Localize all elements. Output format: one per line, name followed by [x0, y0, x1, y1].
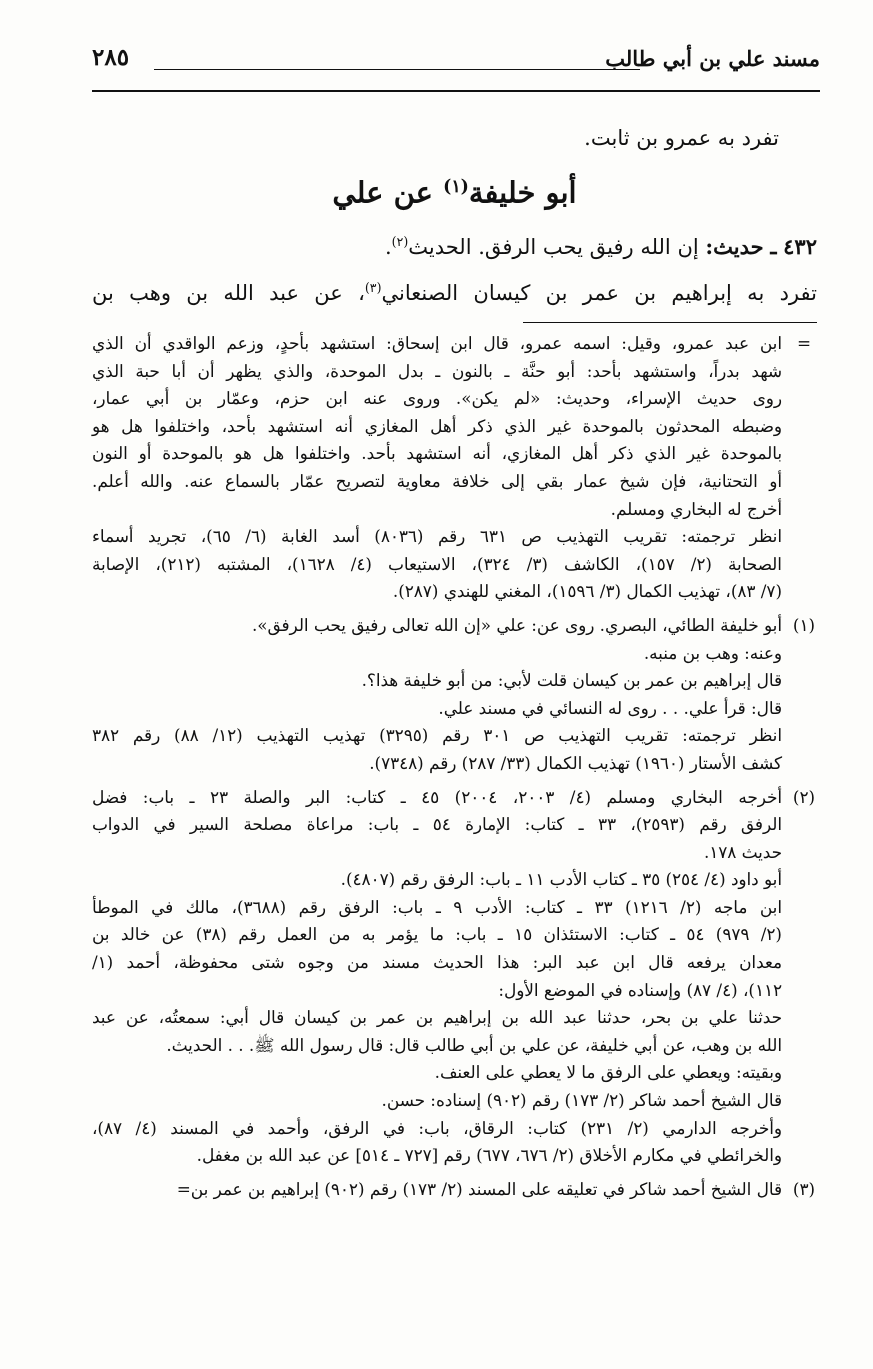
footnote-marker: (٢): [792, 786, 816, 807]
footnote-line: أخرجه البخاري ومسلم (٤/ ٢٠٠٣، ٢٠٠٤) ٤٥ ـ كتاب: البر والصلة ٢٣ ـ باب: فضل: [92, 786, 782, 807]
footnote-line: ١١٢)، (٤/ ٨٧) وإسناده في الموضع الأول:: [498, 979, 782, 1000]
main-line-2: [92, 267, 817, 314]
header-divider: [92, 90, 820, 92]
footnote-marker: =: [796, 333, 812, 353]
main-line-2-footnote-ref: (٣): [364, 279, 382, 295]
footnote-line: (٢/ ٩٧٩) ٥٤ ـ كتاب: الاستئذان ١٥ ـ باب: ما يؤمر به من العمل رقم (٣٨) عن خالد بن: [92, 924, 782, 945]
hadith-label: حديث:: [705, 233, 764, 259]
footnote-line: حدثنا علي بن بحر، حدثنا عبد الله بن إبراهيم بن عمر بن كيسان قال أبي: سمعتُه، عن عبد: [92, 1007, 782, 1028]
footnote-line: كشف الأستار (١٩٦٠) تهذيب الكمال (٣٣/ ٢٨٧) رقم (٧٣٤٨).: [369, 752, 782, 773]
footnote-line: معدان يرفعه قال ابن عبد البر: هذا الحديث مسند من وجوه شتى محفوظة، أحمد (١/: [92, 952, 782, 973]
footnote-entry: [92, 612, 820, 778]
footnote-marker: (١): [792, 614, 816, 635]
footnote-entry: [92, 1176, 820, 1204]
hadith-dash: ـ: [770, 233, 777, 259]
footnote-line: قال إبراهيم بن عمر بن كيسان قلت لأبي: من أبو خليفة هذا؟.: [361, 670, 782, 691]
footnote-line: أبو خليفة الطائي، البصري. روى عن: علي «إن الله تعالى رفيق يحب الرفق».: [251, 614, 782, 635]
running-title: مسند علي بن أبي طالب: [605, 46, 820, 71]
footnote-line: شهد بدراً، واستشهد بأحد: أبو حنَّة ـ بالنون ـ بدل الموحدة، والذي يظهر أن أبا حبة الذي: [92, 360, 782, 381]
footnote-line: ابن ماجه (٢/ ١٢١٦) ٣٣ ـ كتاب: الأدب ٩ ـ باب: الرفق رقم (٣٦٨٨)، مالك في الموطأ: [92, 896, 783, 917]
footnote-line: (٧/ ٨٣)، تهذيب الكمال (٣/ ١٥٩٦)، المغني للهندي (٢٨٧).: [392, 581, 782, 602]
footnote-line: الصحابة (٢/ ١٥٧)، الكاشف (٣/ ٣٢٤)، الاستيعاب (٤/ ١٦٢٨)، المشتبه (٢١٢)، الإصابة: [92, 553, 782, 574]
footnote-line: والخرائطي في مكارم الأخلاق (٢/ ٦٧٦، ٦٧٧) رقم [٧٢٧ ـ ٥١٤] عن عبد الله بن مغفل.: [196, 1145, 782, 1166]
chapter-title: [92, 158, 817, 222]
footnote-line: قال الشيخ أحمد شاكر في تعليقه على المسند (٢/ ١٧٣) رقم (٩٠٢) إبراهيم بن عمر بن=: [176, 1178, 782, 1199]
footnote-line: وعنه: وهب بن منبه.: [643, 642, 782, 663]
footnote-line: وأخرجه الدارمي (٢/ ٢٣١) كتاب: الرقاق، باب: في الرفق، وأحمد في المسند (٤/ ٨٧)،: [92, 1117, 782, 1138]
hadith-footnote-ref: (٢): [391, 233, 409, 249]
footnote-line: قال: قرأ علي. . . روى له النسائي في مسند علي.: [438, 697, 782, 718]
footnote-line: انظر ترجمته: تقريب التهذيب ص ٣٠١ رقم (٣٢٩٥) تهذيب التهذيب (١٢/ ٨٨) رقم ٣٨٢: [92, 725, 782, 746]
chapter-title-name: أبو خليفة: [468, 175, 577, 210]
footnote-line: بالموحدة غير الذي ذكر أهل المغازي، أنه استشهد بأحد. واختلفوا هل هو بالموحدة أو النون: [92, 443, 782, 464]
footnote-line: قال الشيخ أحمد شاكر (٢/ ١٧٣) رقم (٩٠٢) إسناده: حسن.: [381, 1090, 782, 1111]
footnote-line: انظر ترجمته: تقريب التهذيب ص ٦٣١ رقم (٨٠٣٦) أسد الغابة (٦/ ٦٥)، تجريد أسماء: [92, 526, 783, 547]
footnote-entry: [92, 784, 820, 1170]
main-line-2-end: ، عن عبد الله بن وهب بن: [92, 280, 365, 305]
footnote-line: الله بن وهب، عن أبي خليفة، عن علي بن أبي طالب قال: قال رسول الله ﷺ. . . الحديث.: [166, 1034, 782, 1055]
footnotes-section: [92, 330, 820, 1209]
hadith-text: إن الله رفيق يحب الرفق. الحديث: [408, 234, 699, 259]
page-header: [92, 40, 820, 96]
chapter-title-footnote-ref: (١): [443, 177, 469, 197]
footnote-line: حديث ١٧٨.: [703, 841, 782, 862]
hadith-number: ٤٣٢: [783, 233, 817, 259]
chapter-title-suffix: عن علي: [332, 175, 433, 210]
footnote-line: أبو داود (٤/ ٢٥٤) ٣٥ ـ كتاب الأدب ١١ ـ باب: الرفق رقم (٤٨٠٧).: [340, 869, 782, 890]
main-text: [92, 118, 817, 314]
footnote-line: أخرج له البخاري ومسلم.: [610, 498, 782, 519]
footnote-separator: [523, 322, 817, 323]
main-line-2-text: تفرد به إبراهيم بن عمر بن كيسان الصنعاني: [381, 280, 817, 305]
footnote-marker: (٣): [792, 1178, 816, 1199]
main-line-1: تفرد به عمرو بن ثابت.: [584, 126, 779, 150]
footnote-line: الرفق رقم (٢٥٩٣)، ٣٣ ـ كتاب: الإمارة ٥٤ ـ باب: مراعاة مصلحة السير في الدواب: [92, 814, 782, 835]
footnote-entry: [92, 330, 820, 606]
hadith-entry: [92, 222, 817, 267]
page-number: ٢٨٥: [92, 44, 130, 71]
footnote-line: وضبطه المحدثون بالموحدة غير الذي ذكر أهل المغازي أنه استشهد بأحد، واختلفوا هل هو: [92, 415, 782, 436]
hadith-end: .: [384, 234, 392, 259]
footnote-line: روى حديث الإسراء، وحديث: «لم يكن». وروى عنه ابن حزم، وعمّار بن أبي عمار،: [92, 388, 782, 409]
footnote-line: أو التحتانية، فإن شيخ عمار بقي إلى خلافة معاوية لتصريح عمّار بالسماع عنه. والله أعلم.: [92, 470, 782, 491]
header-title-rule: [154, 69, 640, 70]
footnote-line: ابن عبد عمرو، وقيل: اسمه عمرو، قال ابن إسحاق: استشهد بأحدٍ، وزعم الواقدي أن الذي: [92, 333, 782, 353]
footnote-line: وبقيته: ويعطي على الرفق ما لا يعطي على العنف.: [434, 1062, 782, 1083]
